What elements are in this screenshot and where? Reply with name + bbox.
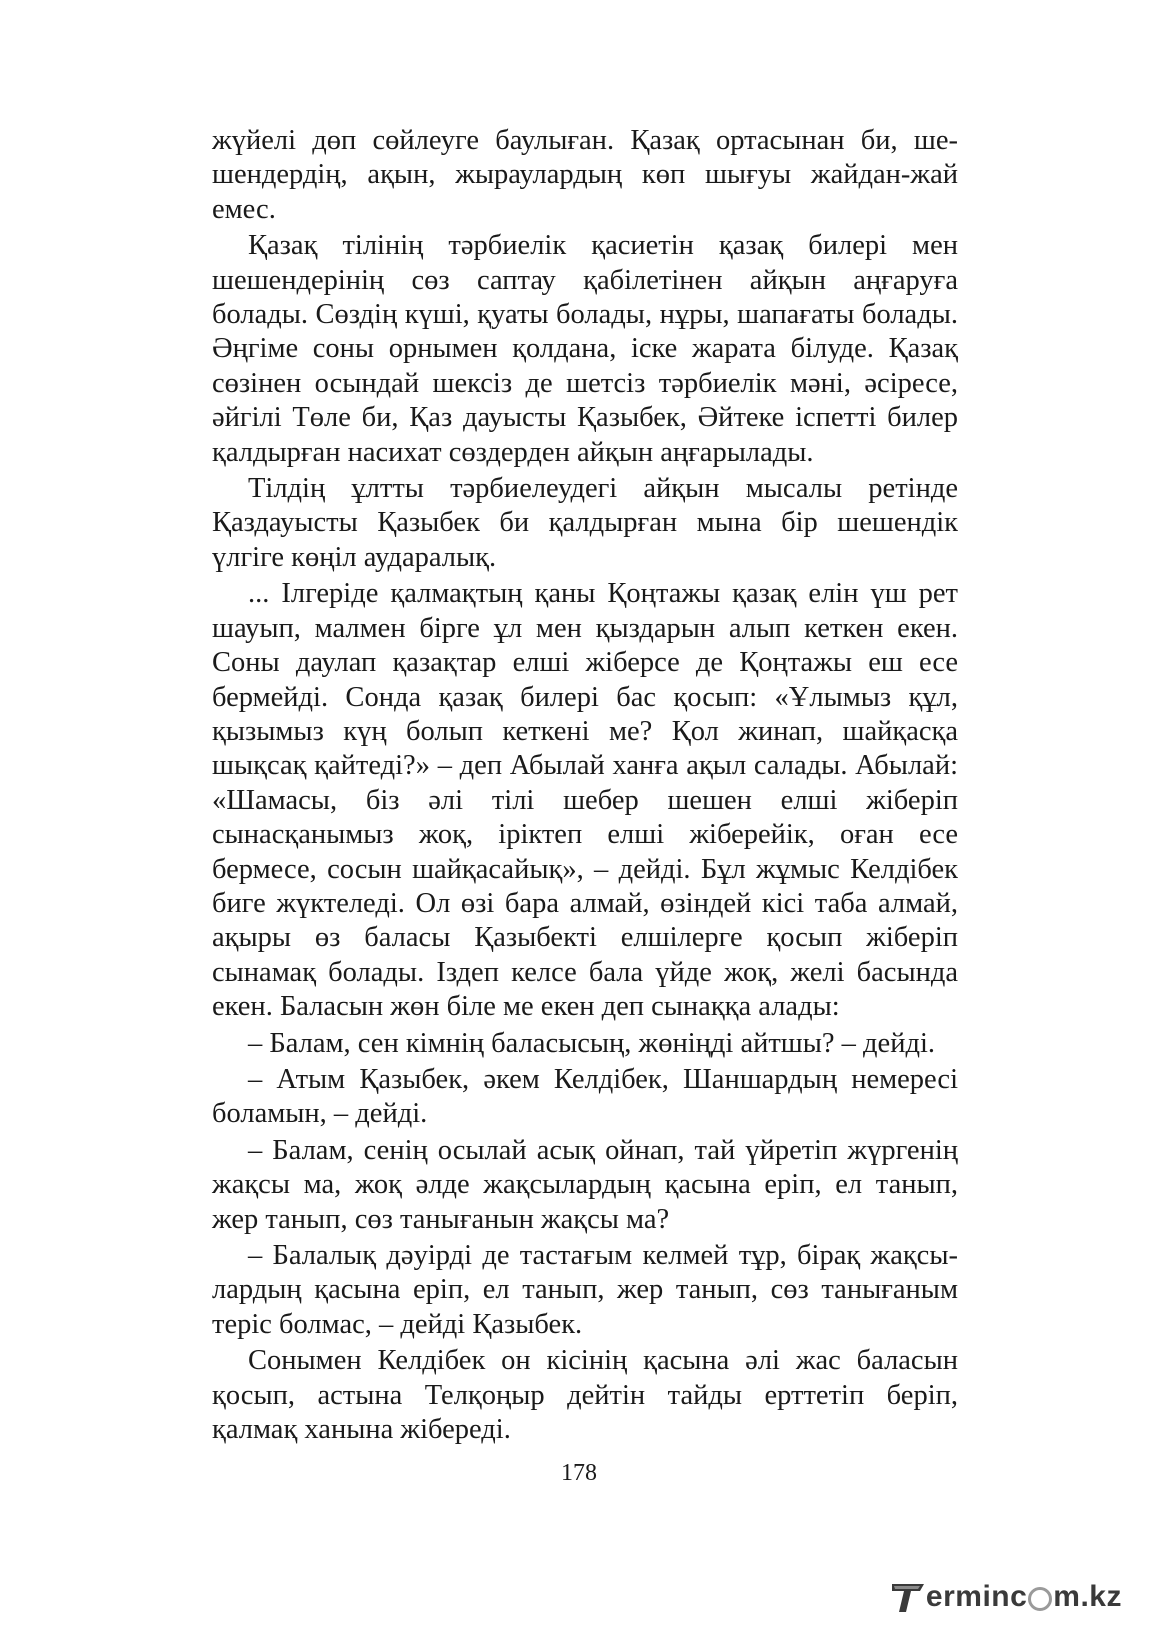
paragraph-5: – Балам, сен кімнің баласысың, жөніңді айтшы? – дейді. xyxy=(248,1027,935,1059)
watermark-logo xyxy=(890,1580,1122,1614)
paragraph-4: ... Ілгеріде қалмақтың қаны Қоңтажы қазақ елін үш рет шауып, малмен бірге ұл мен қыздарын алып кеткен екен. Соны даулап қазақтар елші жіберсе де Қоңтажы еш есе бермейді. Сонда қазақ билері бас қосып: «Ұлымыз құл, қызымыз күң болып кеткені ме? Қол жинап, шайқасқа шықсақ қайтеді?» – деп Абылай ханға ақыл салады. Абылай: «Шамасы, біз әлі тілі шебер шешен елші жіберіп сынасқанымыз жоқ, іріктеп елші жіберейік, оған есе бермесе, сосын шайқасайық», – дейді. Бұл жұмыс Келдібек биге жүктеледі. Ол өзі бара алмай, өзіндей кісі таба алмай, ақыры өз баласы Қазыбекті елшілерге қосып жіберіп сынамақ болады. Іздеп келсе бала үйде жоқ, желі басында екен. Баласын жөн біле ме екен деп сынаққа алады: xyxy=(212,578,958,1023)
paragraph-1: жүйелі дөп сөйлеуге баулыған. Қазақ ортасынан би, шешендердің, ақын, жыраулардың көп шығуы жайдан-жай емес. xyxy=(212,125,958,225)
t-logo-icon xyxy=(890,1580,926,1614)
paragraph-7: – Балам, сенің осылай асық ойнап, тай үйретіп жүргенің жақсы ма, жоқ әлде жақсылардың қасына еріп, ел танып, жер танып, сөз танығанын жақсы ма? xyxy=(212,1134,958,1235)
page-body xyxy=(212,124,958,1449)
paragraph-8: – Балалық дәуірді де тастағым келмей тұр, бірақ жақсылардың қасына еріп, ел танып, жер танып, сөз танығаным теріс болмас, – дейді Қазыбек. xyxy=(212,1240,958,1340)
o-ring-icon xyxy=(1028,1587,1052,1611)
paragraph-3: Тілдің ұлтты тәрбиелеудегі айқын мысалы ретінде Қаздауысты Қазыбек би қалдырған мына бір шешендік үлгіге көңіл аударалық. xyxy=(212,473,958,573)
page-number: 178 xyxy=(561,1460,597,1486)
c-letter-icon: c xyxy=(1010,1580,1028,1613)
watermark-text-prefix: ermin xyxy=(925,1580,1011,1613)
watermark-text-suffix: m.kz xyxy=(1053,1580,1122,1613)
paragraph-2: Қазақ тілінің тәрбиелік қасиетін қазақ билері мен шешендерінің сөз саптау қабілетінен айқын аңғаруға болады. Сөздің күші, қуаты болады, нұры, шапағаты болады. Әңгіме соны орнымен қолдана, іске жарата білуде. Қазақ сөзінен осындай шексіз де шетсіз тәрбиелік мәні, әсіресе, әйгілі Төле би, Қаз дауысты Қазыбек, Әйтеке іспетті билер қалдырған насихат сөздерден айқын аңғарылады. xyxy=(212,230,958,468)
paragraph-9: Сонымен Келдібек он кісінің қасына әлі жас баласын қосып, астына Телқоңыр дейтін тайды ерттетіп беріп, қалмақ ханына жібереді. xyxy=(212,1345,958,1446)
paragraph-6: – Атым Қазыбек, әкем Келдібек, Шаншардың немересі боламын, – дейді. xyxy=(212,1063,958,1130)
